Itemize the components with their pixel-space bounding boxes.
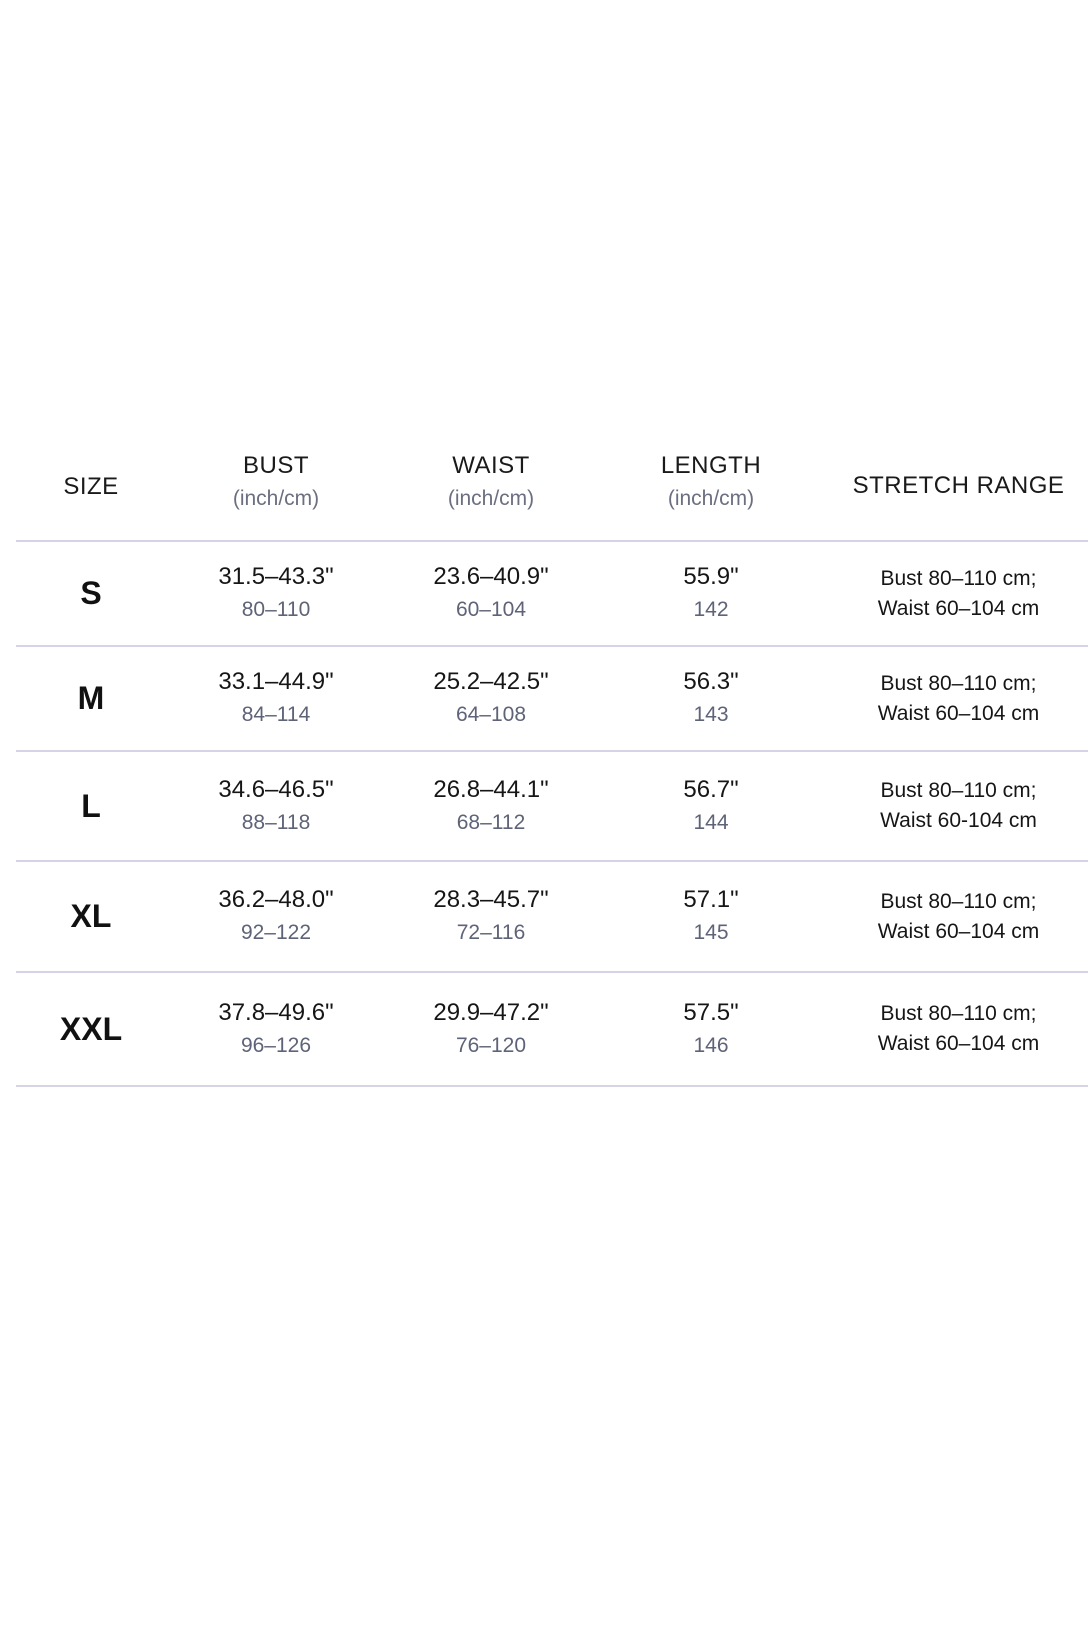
stretch-waist-text: Waist 60–104 cm: [877, 596, 1040, 620]
waist-inch-value: 26.8–44.1": [433, 775, 549, 803]
table-row: [16, 542, 1088, 647]
header-stretch-range: STRETCH RANGE: [852, 472, 1065, 499]
bust-inch-value: 33.1–44.9": [218, 668, 334, 695]
length-cm-value: 142: [693, 598, 729, 621]
bust-cm-value: 96–126: [240, 1033, 312, 1057]
waist-cell: [386, 752, 596, 860]
stretch-bust-text: Bust 80–110 cm;: [880, 1002, 1037, 1025]
stretch-waist-text: Waist 60–104 cm: [877, 1032, 1040, 1055]
waist-cell: [386, 542, 596, 645]
header-size-cell: [16, 430, 166, 540]
header-bust: BUST: [242, 452, 309, 479]
waist-inch-value: 23.6–40.9": [433, 563, 549, 590]
size-label: L: [81, 787, 101, 824]
bust-cell: [171, 973, 381, 1085]
size-cell: [16, 973, 166, 1085]
length-cell: [606, 752, 816, 860]
bust-cm-value: 80–110: [241, 598, 311, 621]
table-row: [16, 752, 1088, 862]
length-inch-value: 56.7": [683, 775, 739, 803]
waist-cm-value: 68–112: [456, 810, 526, 834]
bust-cm-value: 88–118: [241, 810, 311, 834]
length-cm-value: 143: [693, 703, 729, 726]
bust-cm-value: 92–122: [240, 921, 312, 944]
length-inch-value: 57.5": [683, 998, 739, 1026]
waist-cm-value: 64–108: [455, 703, 527, 726]
header-length-cell: [606, 430, 816, 540]
stretch-cell: [836, 862, 1081, 971]
header-length-unit: (inch/cm): [667, 487, 755, 510]
waist-inch-value: 25.2–42.5": [433, 668, 549, 695]
length-inch-value: 55.9": [683, 563, 739, 590]
header-waist-cell: [386, 430, 596, 540]
stretch-cell: [836, 542, 1081, 645]
length-cm-value: 146: [693, 1033, 729, 1057]
length-cm-value: 145: [693, 921, 729, 944]
length-cell: [606, 542, 816, 645]
length-cell: [606, 973, 816, 1085]
stretch-waist-text: Waist 60–104 cm: [877, 701, 1040, 725]
length-cm-value: 144: [693, 810, 729, 834]
bust-inch-value: 31.5–43.3": [218, 563, 334, 590]
table-header-row: [16, 430, 1088, 542]
waist-cell: [386, 973, 596, 1085]
bust-cell: [171, 752, 381, 860]
size-cell: [16, 862, 166, 971]
bust-cm-value: 84–114: [241, 703, 311, 726]
stretch-bust-text: Bust 80–110 cm;: [880, 566, 1037, 590]
bust-inch-value: 36.2–48.0": [218, 886, 334, 913]
header-stretch-cell: [836, 430, 1081, 540]
size-label: S: [80, 575, 102, 611]
size-chart-table: [16, 430, 1088, 1087]
header-waist: WAIST: [452, 452, 530, 479]
stretch-bust-text: Bust 80–110 cm;: [880, 889, 1037, 913]
length-cell: [606, 647, 816, 750]
size-label: M: [77, 680, 105, 716]
size-cell: [16, 647, 166, 750]
waist-cm-value: 72–116: [456, 921, 526, 944]
bust-cell: [171, 862, 381, 971]
table-row: [16, 647, 1088, 752]
size-label: XXL: [59, 1010, 123, 1047]
length-inch-value: 56.3": [683, 668, 739, 695]
header-waist-unit: (inch/cm): [447, 487, 535, 510]
stretch-bust-text: Bust 80–110 cm;: [880, 779, 1037, 802]
waist-cell: [386, 647, 596, 750]
waist-cm-value: 76–120: [455, 1033, 527, 1057]
stretch-waist-text: Waist 60–104 cm: [877, 919, 1040, 943]
table-row: [16, 973, 1088, 1087]
size-cell: [16, 542, 166, 645]
stretch-waist-text: Waist 60-104 cm: [880, 809, 1037, 832]
stretch-cell: [836, 752, 1081, 860]
bust-cell: [171, 542, 381, 645]
length-cell: [606, 862, 816, 971]
table-row: [16, 862, 1088, 973]
stretch-bust-text: Bust 80–110 cm;: [880, 671, 1037, 695]
stretch-cell: [836, 973, 1081, 1085]
length-inch-value: 57.1": [683, 886, 739, 913]
waist-inch-value: 28.3–45.7": [433, 886, 549, 913]
waist-inch-value: 29.9–47.2": [433, 998, 549, 1026]
header-size: SIZE: [63, 473, 119, 500]
bust-inch-value: 37.8–49.6": [218, 998, 334, 1026]
bust-cell: [171, 647, 381, 750]
header-bust-unit: (inch/cm): [232, 487, 320, 510]
waist-cell: [386, 862, 596, 971]
header-bust-cell: [171, 430, 381, 540]
bust-inch-value: 34.6–46.5": [218, 775, 334, 803]
stretch-cell: [836, 647, 1081, 750]
header-length: LENGTH: [660, 452, 762, 479]
size-cell: [16, 752, 166, 860]
waist-cm-value: 60–104: [455, 598, 527, 621]
size-label: XL: [70, 898, 112, 934]
